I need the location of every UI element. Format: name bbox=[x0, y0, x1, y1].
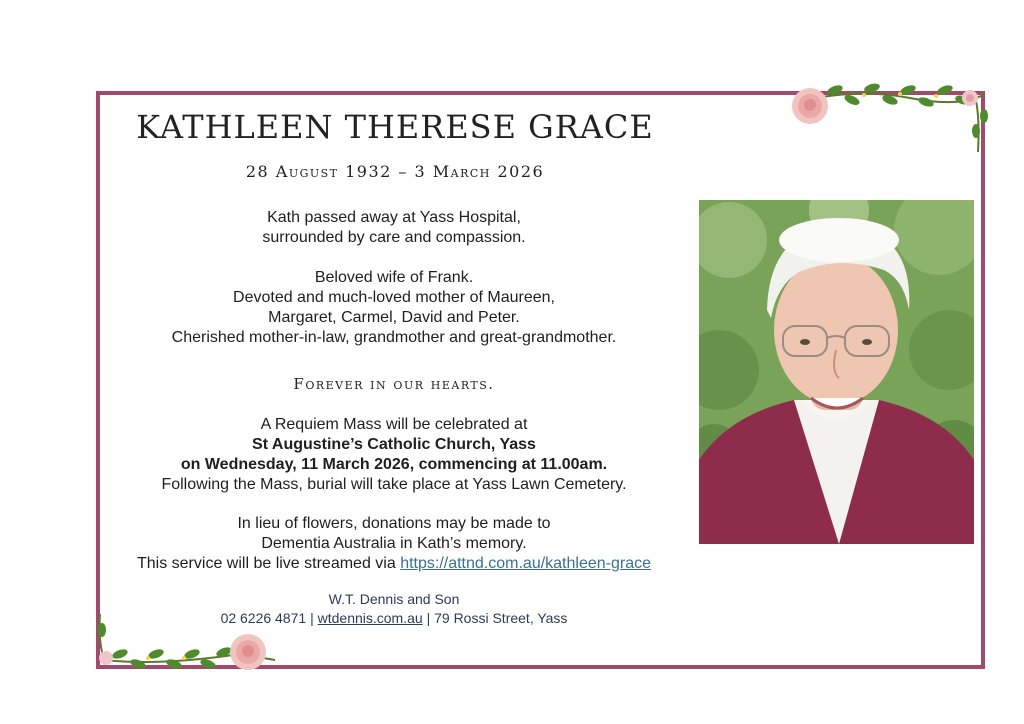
director-address: | 79 Rossi Street, Yass bbox=[426, 610, 568, 626]
burial-info: Following the Mass, burial will take place at Yass Lawn Cemetery. bbox=[161, 476, 627, 493]
deceased-name: KATHLEEN THERESE GRACE bbox=[136, 108, 654, 146]
family-statement bbox=[100, 268, 688, 348]
contact-line bbox=[100, 609, 688, 628]
family-line: Cherished mother-in-law, grandmother and great-grandmother. bbox=[171, 329, 617, 346]
director-phone: 02 6226 4871 | bbox=[220, 610, 314, 626]
family-line: Devoted and much-loved mother of Maureen, bbox=[233, 289, 555, 306]
stream-link[interactable]: https://attnd.com.au/kathleen-grace bbox=[400, 555, 651, 572]
family-line: Beloved wife of Frank. bbox=[314, 269, 474, 286]
family-line: Margaret, Carmel, David and Peter. bbox=[268, 309, 520, 326]
director-website-link[interactable]: wtdennis.com.au bbox=[317, 610, 423, 626]
funeral-director-footer bbox=[100, 590, 688, 628]
service-intro: A Requiem Mass will be celebrated at bbox=[260, 416, 528, 433]
passing-line: Kath passed away at Yass Hospital, bbox=[267, 209, 521, 226]
portrait-photo bbox=[699, 200, 974, 544]
service-church: St Augustine’s Catholic Church, Yass bbox=[252, 436, 536, 453]
service-details bbox=[100, 415, 688, 495]
stream-line bbox=[100, 554, 688, 574]
passing-line: surrounded by care and compassion. bbox=[262, 229, 526, 246]
stream-text: This service will be live streamed via bbox=[136, 555, 401, 572]
donation-line: In lieu of flowers, donations may be made to bbox=[237, 515, 551, 532]
donations-and-stream bbox=[100, 514, 688, 574]
floral-garland-top bbox=[780, 76, 990, 156]
donation-line: Dementia Australia in Kath’s memory. bbox=[261, 535, 527, 552]
life-dates: 28 August 1932 – 3 March 2026 bbox=[245, 162, 545, 181]
passing-statement bbox=[100, 208, 688, 248]
forever-heading: Forever in our hearts. bbox=[293, 375, 495, 393]
service-date-time: on Wednesday, 11 March 2026, commencing at 11.00am. bbox=[180, 456, 608, 473]
director-name: W.T. Dennis and Son bbox=[328, 591, 460, 607]
